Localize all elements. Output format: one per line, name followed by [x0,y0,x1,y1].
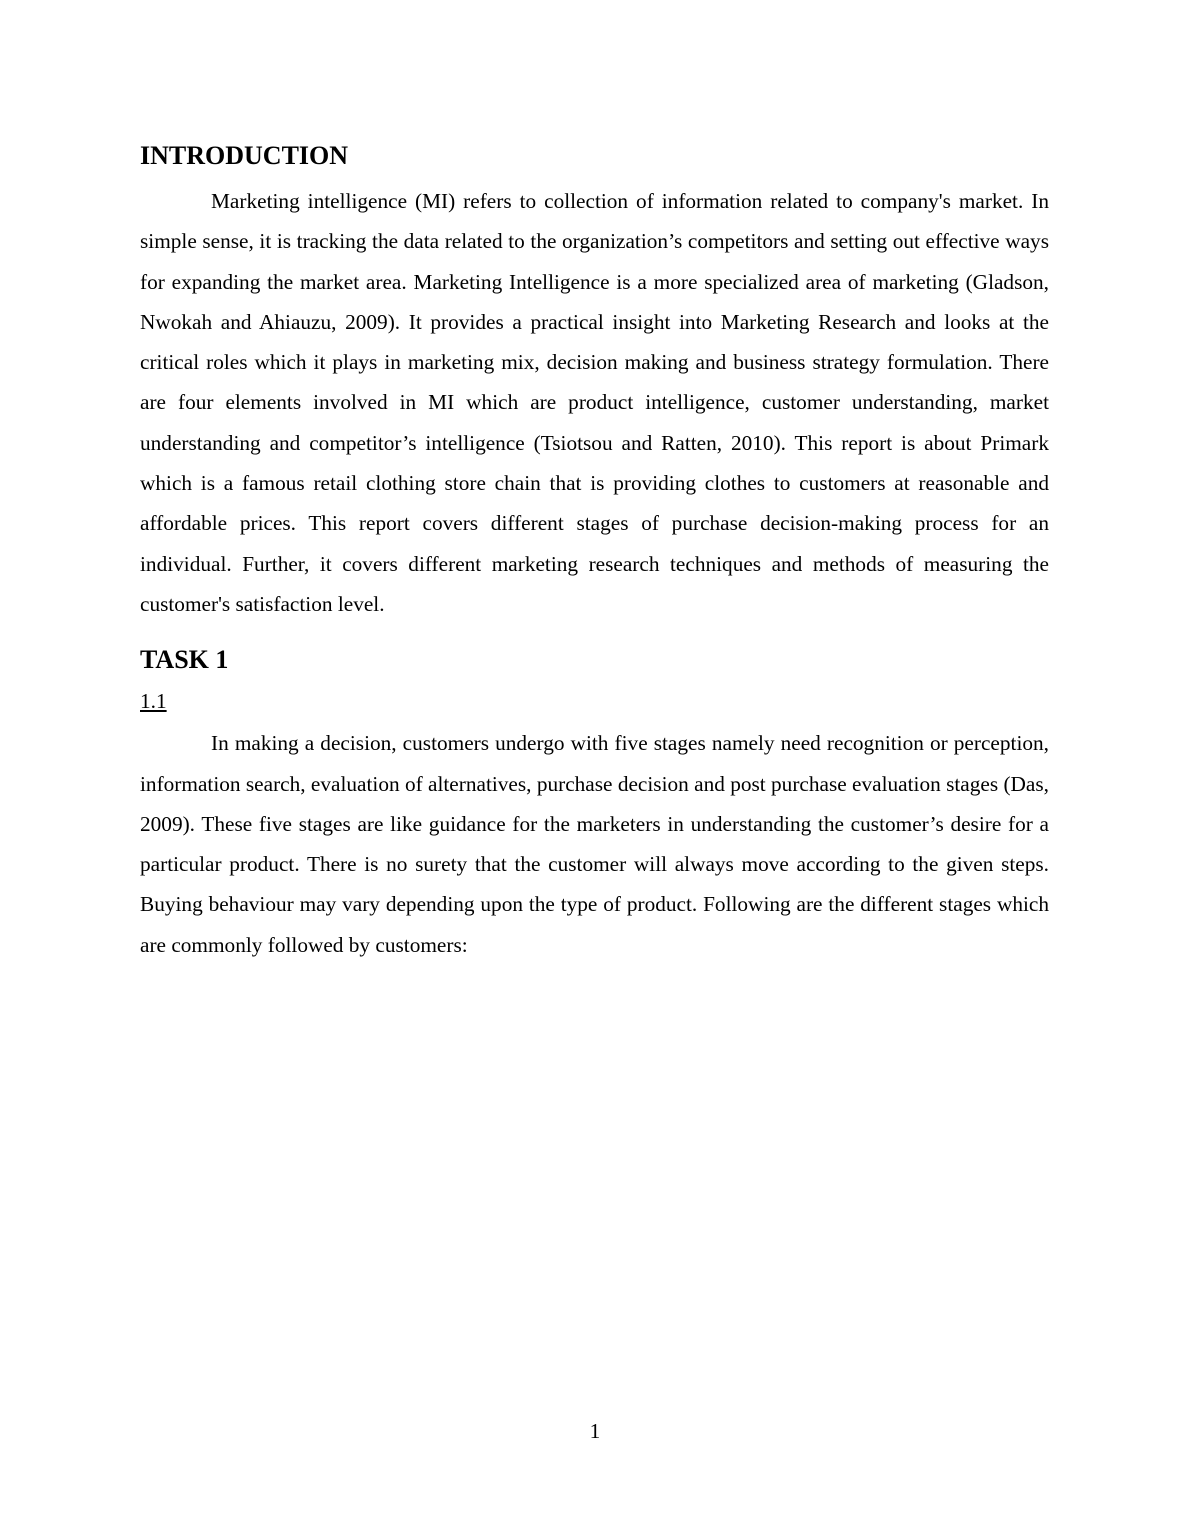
page-number: 1 [589,1419,601,1443]
task-1-heading: TASK 1 [140,645,229,675]
section-1-1-subheading: 1.1 [140,689,167,714]
task-1-paragraph: In making a decision, customers undergo with five stages namely need recognition or perception, information search, evaluation of alternatives, purchase decision and post purchase evaluation stages (Das, 2009). These five stages are like guidance for the marketers in understanding the customer’s desire for a particular product. There is no surety that the customer will always move according to the given steps. Buying behaviour may vary depending upon the type of product. Following are the different stages which are commonly followed by customers: [140,731,1049,957]
introduction-paragraph: Marketing intelligence (MI) refers to collection of information related to company's market. In simple sense, it is tracking the data related to the organization’s competitors and setting out effective ways for expanding the market area. Marketing Intelligence is a more specialized area of marketing (Gladson, Nwokah and Ahiauzu, 2009). It provides a practical insight into Marketing Research and looks at the critical roles which it plays in marketing mix, decision making and business strategy formulation. There are four elements involved in MI which are product intelligence, customer understanding, market understanding and competitor’s intelligence (Tsiotsou and Ratten, 2010). This report is about Primark which is a famous retail clothing store chain that is providing clothes to customers at reasonable and affordable prices. This report covers different stages of purchase decision-making process for an individual. Further, it covers different marketing research techniques and methods of measuring the customer's satisfaction level. [140,189,1049,616]
document-page [140,138,1049,965]
introduction-heading: INTRODUCTION [140,141,349,170]
